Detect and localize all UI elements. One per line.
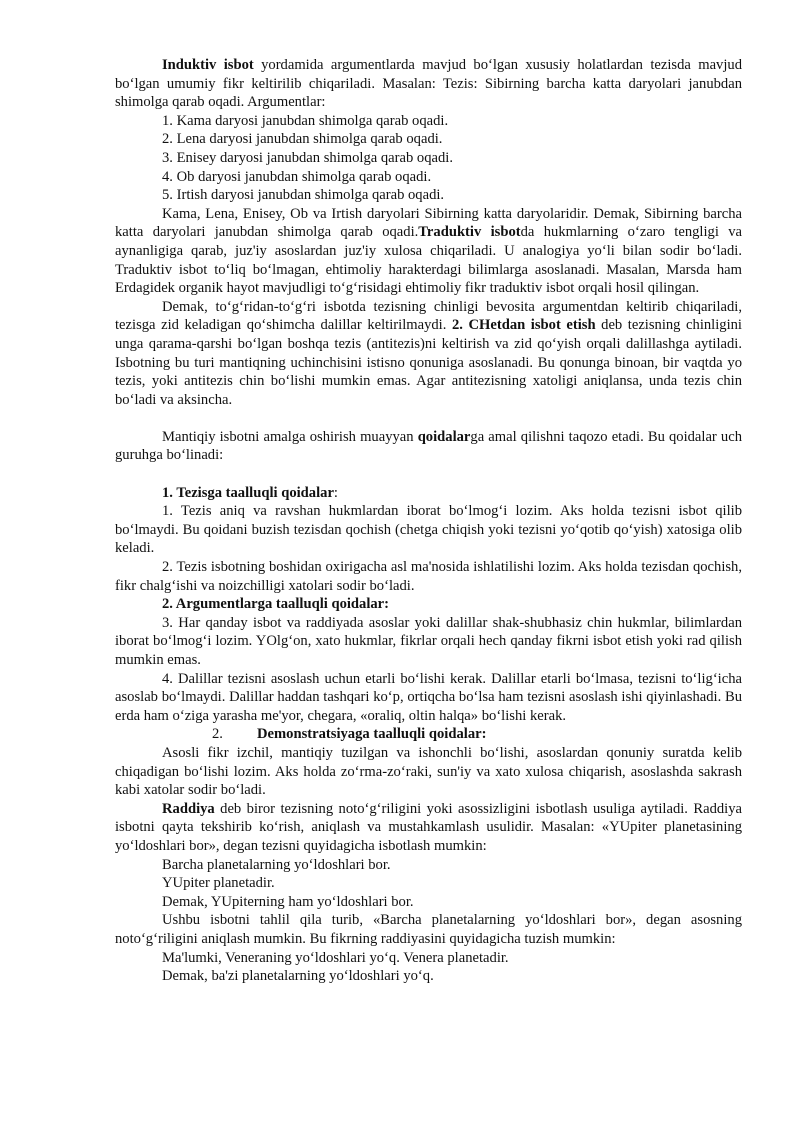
- term-traductive-proof: Traduktiv isbot: [418, 224, 521, 241]
- term-inductive-proof: Induktiv isbot: [162, 57, 254, 73]
- paragraph-inductive-proof: [115, 56, 742, 112]
- term-rules: qoidalar: [417, 428, 471, 445]
- list-item: Demak, ba'zi planetalarning yo‘ldoshlari yo‘q.: [162, 968, 434, 985]
- section-heading-thesis-rules: [115, 484, 742, 503]
- rule-5: Asosli fikr izchil, mantiqiy tuzilgan va ishonchli bo‘lishi, asoslardan qonuniy suratda kelib chiqadigan bo‘lishi lozim. Aks holda zo‘rma-zo‘raki, sun'iy va xato xulosa chiqarish, asoslashda sakrash kabi xatolar sodir bo‘ladi.: [115, 744, 742, 799]
- term-indirect-proof: 2. CHetdan isbot etish: [451, 317, 596, 334]
- paragraph-analysis: Ushbu isbotni tahlil qila turib, «Barcha planetalarning yo‘ldoshlari bor», degan asosning noto‘g‘riligini aniqlash mumkin. Bu fikrning raddiyasini quyidagicha tuzish mumkin:: [115, 912, 742, 947]
- list-item: YUpiter planetadir.: [162, 875, 275, 892]
- heading-colon: :: [333, 484, 338, 501]
- section-heading-argument-rules: 2. Argumentlarga taalluqli qoidalar:: [162, 596, 390, 613]
- list-item: 1. Kama daryosi janubdan shimolga qarab oqadi.: [162, 112, 449, 129]
- heading-text: 1. Tezisga taalluqli qoidalar: [162, 484, 334, 501]
- section-heading-demonstration-rules: [115, 725, 742, 744]
- paragraph-rules-intro: [115, 428, 742, 465]
- rule-2: 2. Tezis isbotning boshidan oxirigacha asl ma'nosida ishlatilishi lozim. Aks holda tezisdan qochish, fikr chalg‘ishi va noizchilligi xatolari sodir bo‘ladi.: [115, 559, 742, 594]
- list-item: Barcha planetalarning yo‘ldoshlari bor.: [162, 856, 391, 873]
- paragraph-indirect-proof: [115, 298, 742, 410]
- paragraph-text: da hukmlarning o‘zaro tengligi va aynanligiga qarab, juz'iy asoslardan juz'iy xulosa chiqariladi. U analogiya yo‘li bilan sodir bo‘ladi. Traduktiv isbot to‘liq bo‘lmagan, ehtimoliy harakterdagi bilimlarga asoslanadi. Masalan, Marsda ham Erdagidek organik hayot mavjudligi to‘g‘risidagi ehtimoliy fikr traduktiv isbot orqali hosil qilingan.: [115, 224, 743, 297]
- list-item: Ma'lumki, Veneraning yo‘ldoshlari yo‘q. Venera planetadir.: [162, 949, 509, 966]
- paragraph-text: deb biror tezisning noto‘g‘riligini yoki asossizligini isbotlash usuliga aytiladi. Raddiya isbotni qayta tekshirib ko‘rish, aniqlash va mustahkamlash usulidir. Masalan: «YUpiter planetasining yo‘ldoshlari bor», degan tezisni quyidagicha isbotlash mumkin:: [115, 800, 742, 854]
- paragraph-text: deb tezisning chinligini unga qarama-qarshi bo‘lgan boshqa tezis (antitezis)ni keltirish va zid qo‘yish orqali dalillashga aytiladi. Isbotning bu turi mantiqning uchinchisini istisno qonuniga asoslanadi. Bu qonunga binoan, bir vaqtda yo tezis, yoki antitezis chin bo‘lishi mumkin emas. Agar antitezisning xatoligi aniqlansa, unda tezis chin bo‘ladi va aksincha.: [115, 317, 742, 408]
- heading-number: 2.: [212, 726, 223, 743]
- paragraph-text: yordamida argumentlarda mavjud bo‘lgan xususiy holatlardan tezisda mavjud bo‘lgan umumiy fikr keltirilib chiqariladi. Masalan: Tezis: Sibirning barcha katta daryolari janubdan shimolga qarab oqadi. Argumentlar:: [115, 57, 742, 111]
- term-refutation: Raddiya: [162, 800, 215, 817]
- paragraph-text: Kama, Lena, Enisey, Ob va Irtish daryolari Sibirning katta daryolaridir. Demak, Sibirning barcha katta daryolari janubdan shimolga qarab oqadi.: [115, 205, 742, 241]
- paragraph-text: ga amal qilishni taqozo etadi. Bu qoidalar uch guruhga bo‘linadi:: [115, 428, 742, 464]
- paragraph-text: Mantiqiy isbotni amalga oshirish muayyan: [162, 428, 418, 445]
- rule-1: 1. Tezis aniq va ravshan hukmlardan iborat bo‘lmog‘i lozim. Aks holda tezisni isbot qilib bo‘lmaydi. Bu qoidani buzish tezisdan qochish (chetga chiqish yoki tezisni yo‘qotib qo‘yish) xatosiga olib keladi.: [115, 503, 742, 557]
- rule-3: 3. Har qanday isbot va raddiyada asoslar yoki dalillar shak-shubhasiz chin hukmlar, bilimlardan iborat bo‘lmog‘i lozim. YOlg‘on, xato hukmlar, fikrlar orqali hech qanday fikrni isbot etish yoki rad qilish mumkin emas.: [115, 614, 742, 668]
- paragraph-text: Demak, to‘g‘ridan-to‘g‘ri isbotda tezisning chinligi bevosita argumentdan keltirib chiqariladi, tezisga zid keladigan qo‘shimcha dalillar keltirilmaydi.: [115, 298, 742, 334]
- heading-text: Demonstratsiyaga taalluqli qoidalar:: [257, 726, 487, 743]
- spacer: [115, 409, 742, 428]
- rule-4: 4. Dalillar tezisni asoslash uchun etarli bo‘lishi kerak. Dalillar etarli bo‘lmasa, tezisni to‘lig‘icha asoslab bo‘lmaydi. Dalillar haddan tashqari ko‘p, ortiqcha bo‘lsa ham tezisni asoslash ishi qiyinlashadi. Bu erda ham o‘ziga yarasha me'yor, chegara, «oraliq, oltin halqa» bo‘lishi kerak.: [115, 670, 742, 724]
- list-item: 2. Lena daryosi janubdan shimolga qarab oqadi.: [162, 131, 443, 148]
- document-page: [115, 56, 742, 986]
- paragraph-refutation: [115, 800, 742, 856]
- list-item: 5. Irtish daryosi janubdan shimolga qarab oqadi.: [162, 187, 445, 204]
- spacer: [115, 465, 742, 484]
- list-item: 3. Enisey daryosi janubdan shimolga qarab oqadi.: [162, 149, 453, 166]
- paragraph-traductive-proof: [115, 205, 742, 298]
- list-item: Demak, YUpiterning ham yo‘ldoshlari bor.: [162, 893, 414, 910]
- list-item: 4. Ob daryosi janubdan shimolga qarab oqadi.: [162, 168, 432, 185]
